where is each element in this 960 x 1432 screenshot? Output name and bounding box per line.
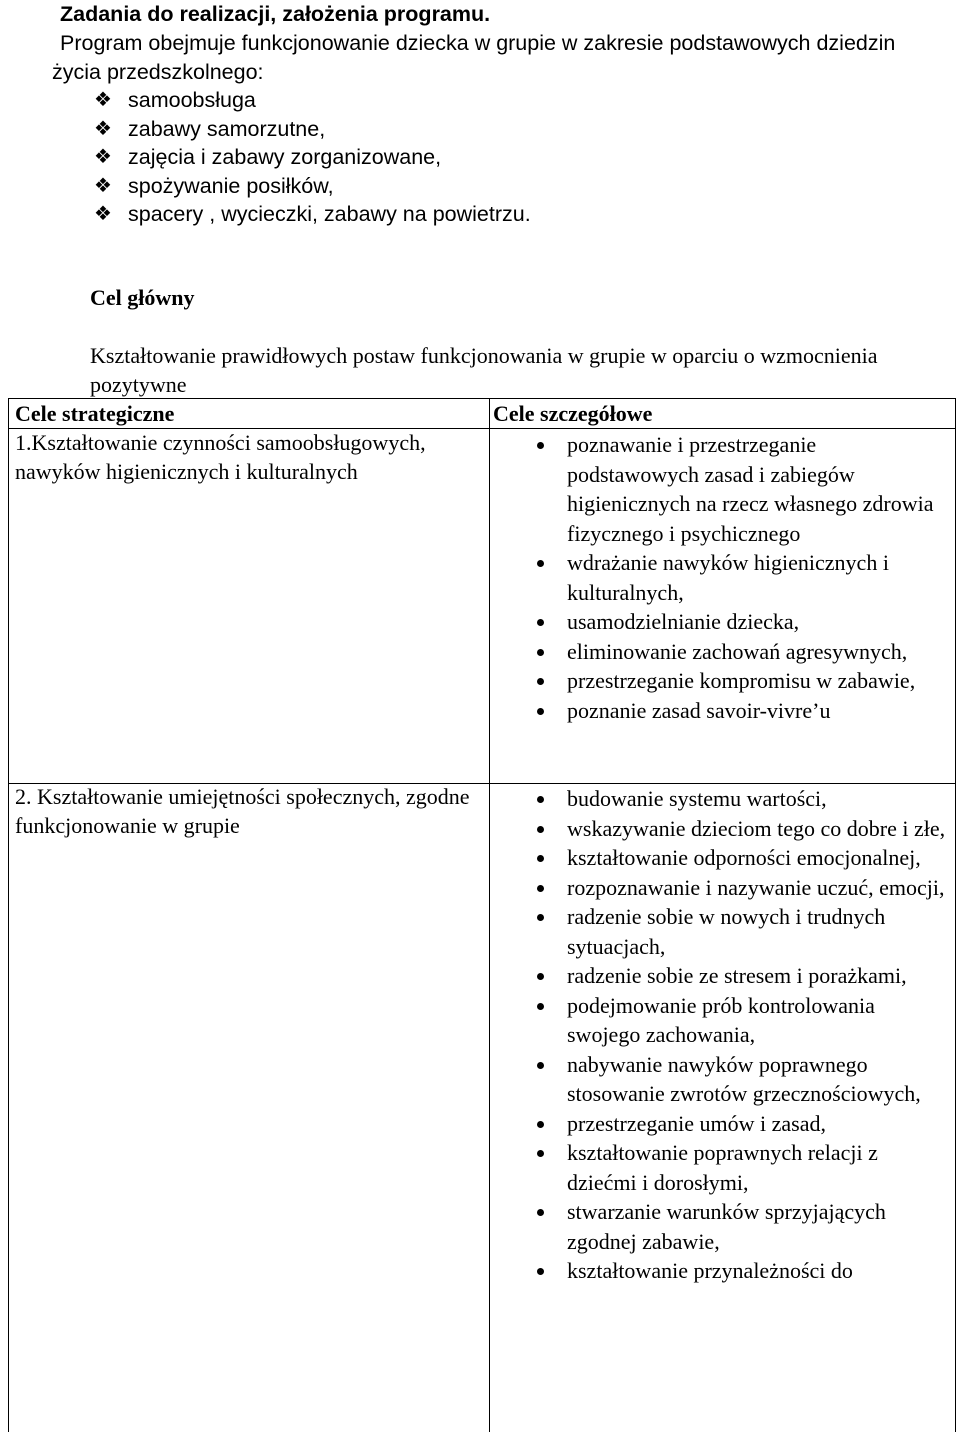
list-item: ❖ zajęcia i zabawy zorganizowane, xyxy=(94,143,531,172)
header-detailed: Cele szczegółowe xyxy=(493,401,653,426)
diamond-bullet-icon: ❖ xyxy=(94,174,112,197)
goals-table xyxy=(8,398,956,1432)
bullet-icon xyxy=(537,1150,544,1157)
section-heading: Zadania do realizacji, założenia programu. xyxy=(60,2,491,26)
bullet-icon xyxy=(537,1209,544,1216)
bullet-icon xyxy=(537,826,544,833)
list-item: ❖ zabawy samorzutne, xyxy=(94,115,531,144)
header-strategic: Cele strategiczne xyxy=(15,401,175,426)
list-item: budowanie systemu wartości, xyxy=(491,784,953,814)
bullet-icon xyxy=(537,708,544,715)
list-item: nabywanie nawyków poprawnego stosowanie zwrotów grzecznościowych, xyxy=(491,1050,953,1109)
main-goal-title: Cel główny xyxy=(90,285,195,310)
list-item: wskazywanie dzieciom tego co dobre i złe, xyxy=(491,814,953,844)
list-item: kształtowanie przynależności do xyxy=(491,1256,953,1286)
bullet-icon xyxy=(537,442,544,449)
list-item: ❖ spożywanie posiłków, xyxy=(94,172,531,201)
list-item: stwarzanie warunków sprzyjających zgodnej zabawie, xyxy=(491,1197,953,1256)
main-goal-text: Kształtowanie prawidłowych postaw funkcjonowania w grupie w oparciu o wzmocnienia pozytywne xyxy=(90,343,878,397)
strategic-goal-1: 1.Kształtowanie czynności samoobsługowych, nawyków higienicznych i kulturalnych xyxy=(15,430,426,484)
bullet-icon xyxy=(537,973,544,980)
detailed-goals-2 xyxy=(491,784,953,1286)
list-item: ❖ samoobsługa xyxy=(94,86,531,115)
bullet-icon xyxy=(537,1003,544,1010)
bullet-icon xyxy=(537,1121,544,1128)
bullet-icon xyxy=(537,560,544,567)
list-item: ❖ spacery , wycieczki, zabawy na powietrzu. xyxy=(94,200,531,229)
list-item: radzenie sobie ze stresem i porażkami, xyxy=(491,961,953,991)
list-item: poznanie zasad savoir-vivre’u xyxy=(491,696,953,726)
list-item: wdrażanie nawyków higienicznych i kulturalnych, xyxy=(491,548,953,607)
bullet-icon xyxy=(537,1268,544,1275)
bullet-icon xyxy=(537,678,544,685)
diamond-bullet-icon: ❖ xyxy=(94,203,112,226)
list-item: przestrzeganie umów i zasad, xyxy=(491,1109,953,1139)
list-item: rozpoznawanie i nazywanie uczuć, emocji, xyxy=(491,873,953,903)
bullet-icon xyxy=(537,796,544,803)
detailed-goals-1 xyxy=(491,430,953,725)
strategic-goal-2: 2. Kształtowanie umiejętności społecznych, zgodne funkcjonowanie w grupie xyxy=(15,784,470,838)
diamond-bullet-icon: ❖ xyxy=(94,117,112,140)
diamond-bullet-icon: ❖ xyxy=(94,89,112,111)
list-item: kształtowanie odporności emocjonalnej, xyxy=(491,843,953,873)
bullet-icon xyxy=(537,619,544,626)
list-item: radzenie sobie w nowych i trudnych sytuacjach, xyxy=(491,902,953,961)
intro-line-2: życia przedszkolnego: xyxy=(52,59,264,84)
bullet-icon xyxy=(537,885,544,892)
areas-list xyxy=(94,86,531,229)
intro-line-1: Program obejmuje funkcjonowanie dziecka w grupie w zakresie podstawowych dziedzin xyxy=(60,31,896,55)
list-item: podejmowanie prób kontrolowania swojego zachowania, xyxy=(491,991,953,1050)
bullet-icon xyxy=(537,914,544,921)
bullet-icon xyxy=(537,649,544,656)
list-item: eliminowanie zachowań agresywnych, xyxy=(491,637,953,667)
list-item: poznawanie i przestrzeganie podstawowych zasad i zabiegów higienicznych na rzecz własnego zdrowia fizycznego i psychicznego xyxy=(491,430,953,548)
diamond-bullet-icon: ❖ xyxy=(94,146,112,169)
list-item: kształtowanie poprawnych relacji z dziećmi i dorosłymi, xyxy=(491,1138,953,1197)
list-item: usamodzielnianie dziecka, xyxy=(491,607,953,637)
bullet-icon xyxy=(537,1062,544,1069)
column-divider xyxy=(489,399,490,1432)
bullet-icon xyxy=(537,855,544,862)
list-item: przestrzeganie kompromisu w zabawie, xyxy=(491,666,953,696)
intro-paragraph xyxy=(52,29,952,86)
